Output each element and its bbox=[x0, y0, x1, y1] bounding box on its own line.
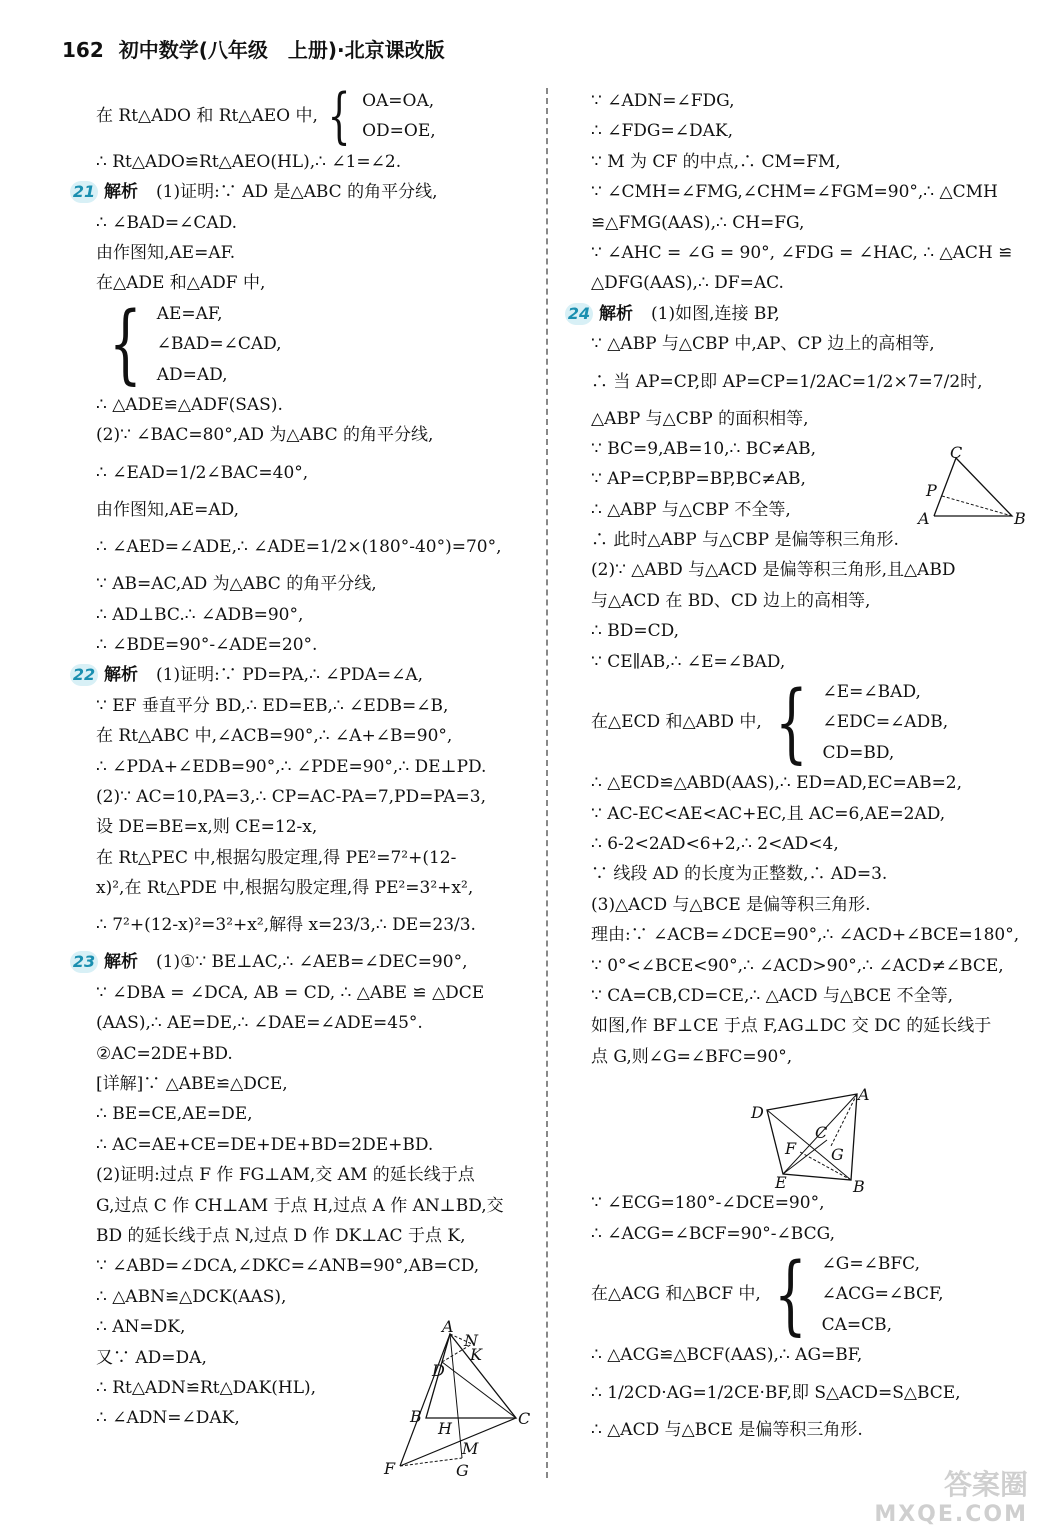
solution-line: (AAS),∴ AE=DE,∴ ∠DAE=∠ADE=45°. bbox=[96, 1013, 423, 1034]
solution-line: ∴ BD=CD, bbox=[591, 621, 680, 642]
solution-line: △DFG(AAS),∴ DF=AC. bbox=[591, 273, 784, 294]
figure-24-quadrilateral bbox=[745, 1080, 885, 1202]
solution-line: ∴ 当 AP=CP,即 AP=CP=1/2AC=1/2×7=7/2时, bbox=[591, 371, 983, 392]
solution-line: ∴ 此时△ABP 与△CBP 是偏等积三角形. bbox=[591, 530, 899, 551]
left-brace: { bbox=[773, 1244, 807, 1345]
book-title: 初中数学(八年级 上册)·北京课改版 bbox=[118, 38, 445, 62]
solution-line: (2)∵ AC=10,PA=3,∴ CP=AC-PA=7,PD=PA=3, bbox=[96, 786, 486, 807]
solution-line: ∴ △ACG≌△BCF(AAS),∴ AG=BF, bbox=[591, 1345, 863, 1366]
fig23-label-G: G bbox=[456, 1461, 469, 1478]
column-divider bbox=[546, 88, 548, 1478]
left-column bbox=[70, 81, 540, 1434]
fig23-label-D: D bbox=[432, 1361, 445, 1380]
problem-heading bbox=[70, 177, 540, 207]
solution-line: (2)∵ ∠BAC=80°,AD 为△ABC 的角平分线, bbox=[96, 425, 434, 446]
brace-group bbox=[761, 1244, 944, 1345]
fig24a-label-C: C bbox=[950, 446, 963, 462]
equation-system bbox=[70, 294, 540, 395]
fig24b-label-E: E bbox=[775, 1173, 787, 1192]
solution-line: 又∵ AD=DA, bbox=[96, 1347, 207, 1368]
system-line: CA=CB, bbox=[821, 1314, 892, 1335]
fig23-label-C: C bbox=[518, 1409, 531, 1428]
fig24a-label-P: P bbox=[926, 481, 937, 500]
page-number: 162 bbox=[62, 38, 104, 62]
left-brace: { bbox=[774, 672, 808, 773]
problem-number-badge: 23 bbox=[70, 951, 98, 973]
solution-line: ∴ ∠BDE=90°-∠ADE=20°. bbox=[96, 634, 318, 655]
solution-line: ∵ ∠CMH=∠FMG,∠CHM=∠FGM=90°,∴ △CMH bbox=[591, 182, 998, 203]
system-intro: 在 Rt△ADO 和 Rt△AEO 中, bbox=[96, 106, 318, 127]
fig24b-label-A: A bbox=[858, 1085, 870, 1104]
right-column bbox=[565, 86, 1030, 1445]
watermark bbox=[874, 1468, 1028, 1528]
solution-line: ≌△FMG(AAS),∴ CH=FG, bbox=[591, 212, 805, 233]
solution-line: ∴ ∠AED=∠ADE,∴ ∠ADE=1/2×(180°-40°)=70°, bbox=[96, 537, 502, 558]
watermark-url: MXQE.COM bbox=[874, 1501, 1028, 1527]
solution-line: x)²,在 Rt△PDE 中,根据勾股定理,得 PE²=3²+x², bbox=[96, 878, 474, 899]
brace-group bbox=[96, 294, 282, 395]
solution-line: ∴ AC=AE+CE=DE+DE+BD=2DE+BD. bbox=[96, 1134, 434, 1155]
fig24b-label-D: D bbox=[751, 1103, 764, 1122]
solution-line: 在 Rt△ABC 中,∠ACB=90°,∴ ∠A+∠B=90°, bbox=[96, 726, 453, 747]
problem-number-badge: 22 bbox=[70, 664, 98, 686]
solution-line: ∵ ∠DBA = ∠DCA, AB = CD, ∴ △ABE ≌ △DCE bbox=[96, 982, 485, 1003]
fig24b-label-G: G bbox=[831, 1145, 844, 1164]
solution-line: (2)证明:过点 F 作 FG⊥AM,交 AM 的延长线于点 bbox=[96, 1165, 475, 1186]
solution-line: ∵ ∠ADN=∠FDG, bbox=[591, 91, 735, 111]
fig23-label-B: B bbox=[410, 1407, 422, 1426]
system-line: OD=OE, bbox=[362, 121, 436, 142]
solution-line: ∴ ∠EAD=1/2∠BAC=40°, bbox=[96, 462, 309, 483]
solution-line: ∵ AB=AC,AD 为△ABC 的角平分线, bbox=[96, 574, 377, 595]
equation-system bbox=[565, 1244, 1030, 1345]
solution-line: ∵ CE∥AB,∴ ∠E=∠BAD, bbox=[591, 651, 786, 672]
system-line: OA=OA, bbox=[362, 91, 435, 111]
solution-line: ∵ 0°<∠BCE<90°,∴ ∠ACD>90°,∴ ∠ACD≠∠BCE, bbox=[591, 955, 1004, 976]
solution-line: △ABP 与△CBP 的面积相等, bbox=[591, 408, 809, 429]
solution-line: ∴ AN=DK, bbox=[96, 1317, 186, 1338]
solution-line: ∴ △ADE≌△ADF(SAS). bbox=[96, 394, 283, 415]
analysis-label: 解析 bbox=[599, 303, 633, 324]
watermark-logo-text: 答案圈 bbox=[943, 1468, 1028, 1502]
solution-text: (1)如图,连接 BP, bbox=[651, 303, 780, 324]
solution-line: ∴ △ACD 与△BCE 是偏等积三角形. bbox=[591, 1419, 863, 1440]
fig23-label-A: A bbox=[442, 1318, 454, 1336]
equation-system bbox=[565, 672, 1030, 773]
solution-line: ∵ ∠ECG=180°-∠DCE=90°, bbox=[591, 1193, 825, 1214]
solution-line: ∵ 线段 AD 的长度为正整数,∴ AD=3. bbox=[591, 864, 888, 885]
solution-line: G,过点 C 作 CH⊥AM 于点 H,过点 A 作 AN⊥BD,交 bbox=[96, 1195, 504, 1216]
solution-line: ∴ ∠BAD=∠CAD. bbox=[96, 212, 238, 233]
solution-line: ②AC=2DE+BD. bbox=[96, 1043, 233, 1064]
fig23-label-F: F bbox=[384, 1459, 396, 1478]
solution-line: 在△ADE 和△ADF 中, bbox=[96, 273, 266, 294]
fig24b-label-B: B bbox=[853, 1177, 865, 1196]
fig23-label-N: N bbox=[464, 1331, 478, 1350]
solution-line: ∵ EF 垂直平分 BD,∴ ED=EB,∴ ∠EDB=∠B, bbox=[96, 695, 449, 716]
solution-line: ∴ △ABP 与△CBP 不全等, bbox=[591, 499, 791, 520]
system-intro: 在△ECD 和△ABD 中, bbox=[591, 712, 762, 733]
left-brace: { bbox=[327, 81, 351, 152]
solution-line: 理由:∵ ∠ACB=∠DCE=90°,∴ ∠ACD+∠BCE=180°, bbox=[591, 925, 1020, 946]
system-line: ∠BAD=∠CAD, bbox=[156, 334, 282, 355]
solution-line: BD 的延长线于点 N,过点 D 作 DK⊥AC 于点 K, bbox=[96, 1225, 466, 1246]
analysis-label: 解析 bbox=[104, 182, 138, 203]
solution-line: ∴ BE=CE,AE=DE, bbox=[96, 1104, 253, 1125]
solution-line: (2)∵ △ABD 与△ACD 是偏等积三角形,且△ABD bbox=[591, 560, 956, 581]
solution-text: (1)证明:∵ PD=PA,∴ ∠PDA=∠A, bbox=[156, 665, 424, 686]
solution-line: 由作图知,AE=AD, bbox=[96, 499, 240, 520]
figure-23-triangle bbox=[378, 1318, 538, 1482]
solution-line: ∵ AC-EC<AE<AC+EC,且 AC=6,AE=2AD, bbox=[591, 803, 946, 824]
solution-line: 与△ACD 在 BD、CD 边上的高相等, bbox=[591, 590, 871, 611]
analysis-label: 解析 bbox=[104, 952, 138, 973]
system-line: AE=AF, bbox=[156, 303, 223, 324]
fig23-label-M: M bbox=[462, 1439, 479, 1458]
system-line: ∠ACG=∠BCF, bbox=[821, 1284, 944, 1305]
system-intro: 在△ACG 和△BCF 中, bbox=[591, 1284, 761, 1305]
problem-heading bbox=[70, 660, 540, 690]
system-line: AD=AD, bbox=[156, 364, 228, 385]
brace-group bbox=[318, 81, 436, 152]
system-line: ∠E=∠BAD, bbox=[822, 682, 921, 703]
solution-line: ∴ ∠FDG=∠DAK, bbox=[591, 121, 733, 142]
solution-line: ∴ Rt△ADO≌Rt△AEO(HL),∴ ∠1=∠2. bbox=[96, 151, 402, 172]
solution-line: ∴ ∠PDA+∠EDB=90°,∴ ∠PDE=90°,∴ DE⊥PD. bbox=[96, 756, 487, 777]
solution-line: [详解]∵ △ABE≌△DCE, bbox=[96, 1074, 288, 1095]
solution-line: ∴ 1/2CD·AG=1/2CE·BF,即 S△ACD=S△BCE, bbox=[591, 1382, 961, 1403]
solution-line: ∴ Rt△ADN≌Rt△DAK(HL), bbox=[96, 1377, 317, 1398]
problem-heading bbox=[70, 947, 540, 977]
solution-text: (1)①∵ BE⊥AC,∴ ∠AEB=∠DEC=90°, bbox=[156, 952, 468, 973]
solution-line: ∴ ∠ACG=∠BCF=90°-∠BCG, bbox=[591, 1223, 835, 1244]
solution-line: 设 DE=BE=x,则 CE=12-x, bbox=[96, 817, 318, 838]
solution-line: ∵ AP=CP,BP=BP,BC≠AB, bbox=[591, 469, 806, 490]
fig24a-label-A: A bbox=[918, 509, 930, 528]
solution-line: ∴ ∠ADN=∠DAK, bbox=[96, 1408, 240, 1429]
system-line: ∠EDC=∠ADB, bbox=[822, 712, 949, 733]
problem-number-badge: 21 bbox=[70, 181, 98, 203]
solution-line: ∵ △ABP 与△CBP 中,AP、CP 边上的高相等, bbox=[591, 334, 935, 355]
page-header bbox=[62, 34, 445, 63]
solution-line: 由作图知,AE=AF. bbox=[96, 242, 236, 263]
figure-24-triangle-abp bbox=[912, 446, 1032, 536]
brace-group bbox=[762, 672, 949, 773]
system-line: CD=BD, bbox=[822, 742, 895, 763]
solution-line: 在 Rt△PEC 中,根据勾股定理,得 PE²=7²+(12- bbox=[96, 847, 457, 868]
problem-number-badge: 24 bbox=[565, 303, 593, 325]
solution-line: 如图,作 BF⊥CE 于点 F,AG⊥DC 交 DC 的延长线于 bbox=[591, 1016, 992, 1037]
solution-line: ∵ BC=9,AB=10,∴ BC≠AB, bbox=[591, 438, 817, 459]
solution-line: ∴ AD⊥BC.∴ ∠ADB=90°, bbox=[96, 604, 304, 625]
solution-line: ∵ ∠AHC = ∠G = 90°, ∠FDG = ∠HAC, ∴ △ACH ≌ bbox=[591, 242, 1013, 263]
left-brace: { bbox=[108, 294, 142, 395]
solution-line: (3)△ACD 与△BCE 是偏等积三角形. bbox=[591, 894, 871, 915]
fig23-label-K: K bbox=[470, 1345, 482, 1364]
fig23-label-H: H bbox=[438, 1419, 452, 1438]
solution-line: ∴ 6-2<2AD<6+2,∴ 2<AD<4, bbox=[591, 834, 839, 855]
fig24b-label-F: F bbox=[785, 1139, 797, 1158]
solution-line: 点 G,则∠G=∠BFC=90°, bbox=[591, 1046, 793, 1067]
solution-line: ∴ △ECD≌△ABD(AAS),∴ ED=AD,EC=AB=2, bbox=[591, 773, 963, 794]
system-line: ∠G=∠BFC, bbox=[821, 1253, 920, 1274]
solution-line: ∵ ∠ABD=∠DCA,∠DKC=∠ANB=90°,AB=CD, bbox=[96, 1256, 480, 1277]
solution-line: ∴ △ABN≌△DCK(AAS), bbox=[96, 1286, 287, 1307]
fig24a-label-B: B bbox=[1014, 509, 1026, 528]
fig24b-label-C: C bbox=[815, 1123, 828, 1142]
analysis-label: 解析 bbox=[104, 665, 138, 686]
problem-heading bbox=[565, 299, 1030, 329]
solution-text: (1)证明:∵ AD 是△ABC 的角平分线, bbox=[156, 182, 438, 203]
equation-system bbox=[70, 81, 540, 152]
solution-line: ∵ CA=CB,CD=CE,∴ △ACD 与△BCE 不全等, bbox=[591, 985, 954, 1006]
solution-line: ∵ M 为 CF 的中点,∴ CM=FM, bbox=[591, 151, 841, 172]
solution-line: ∴ 7²+(12-x)²=3²+x²,解得 x=23/3,∴ DE=23/3. bbox=[96, 915, 476, 936]
